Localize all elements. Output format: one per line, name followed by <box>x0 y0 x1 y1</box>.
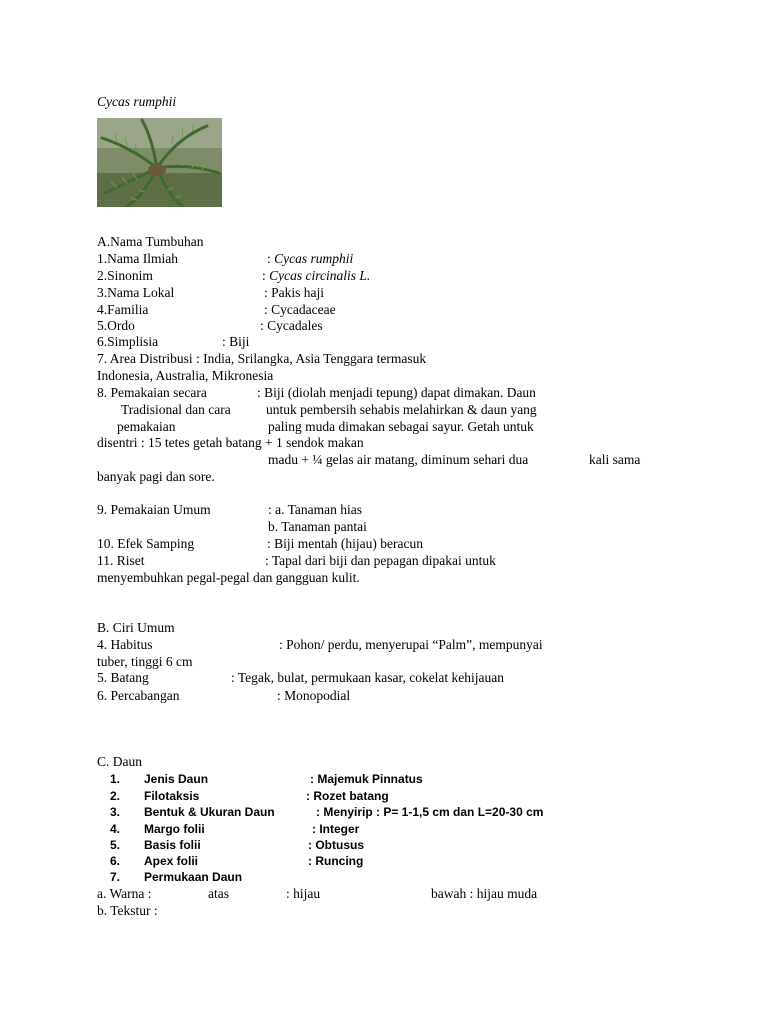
daun-item-num: 1. <box>110 772 121 786</box>
tekstur-label: b. Tekstur : <box>97 903 158 918</box>
daun-item-value: : Obtusus <box>308 838 364 852</box>
nama-lokal-text: Pakis haji <box>271 285 325 300</box>
daun-item-label: Apex folii <box>144 854 199 868</box>
section-a-heading: A.Nama Tumbuhan <box>97 234 204 249</box>
pemakaian-label-1: 8. Pemakaian secara <box>97 385 207 400</box>
habitus-value: : Pohon/ perdu, menyerupai “Palm”, mempunyai <box>279 637 543 652</box>
pemakaian-line-5b: kali sama <box>589 452 641 467</box>
nama-lokal-label: 3.Nama Lokal <box>97 285 175 300</box>
riset-cont: menyembuhkan pegal-pegal dan gangguan kulit. <box>97 570 360 585</box>
pemakaian-value-2: untuk pembersih sehabis melahirkan & daun yang <box>266 402 537 417</box>
warna-bawah: bawah : hijau muda <box>431 886 538 901</box>
nama-ilmiah-value: : Cycas rumphii <box>267 251 354 266</box>
daun-item-label: Bentuk & Ukuran Daun <box>144 805 275 819</box>
daun-item-num: 5. <box>110 838 121 852</box>
pemakaian-umum-value-1: : a. Tanaman hias <box>268 502 363 517</box>
daun-item-value: : Rozet batang <box>306 789 389 803</box>
riset-value: : Tapal dari biji dan pepagan dipakai untuk <box>265 553 496 568</box>
daun-item-label: Jenis Daun <box>144 772 209 786</box>
ordo-value: : Cycadales <box>260 318 323 333</box>
pemakaian-line-6: banyak pagi dan sore. <box>97 469 215 484</box>
daun-item-value: : Integer <box>312 822 360 836</box>
nama-lokal-value: : Pakis haji <box>264 285 325 300</box>
daun-item-num: 6. <box>110 854 121 868</box>
warna-label: a. Warna : <box>97 886 152 901</box>
pemakaian-value-1: : Biji (diolah menjadi tepung) dapat dimakan. Daun <box>257 385 536 400</box>
simplisia-label: 6.Simplisia <box>97 334 159 349</box>
area-distribusi-line: 7. Area Distribusi : India, Srilangka, Asia Tenggara termasuk <box>97 351 427 366</box>
daun-item-num: 7. <box>110 870 121 884</box>
daun-item-label: Filotaksis <box>144 789 200 803</box>
pemakaian-line-4: disentri : 15 tetes getah batang + 1 sendok makan <box>97 435 364 450</box>
daun-item-num: 4. <box>110 822 121 836</box>
sinonim-label: 2.Sinonim <box>97 268 153 283</box>
percabangan-value: : Monopodial <box>277 688 351 703</box>
pemakaian-label-3: pemakaian <box>117 419 176 434</box>
plant-photo <box>97 118 222 207</box>
familia-label: 4.Familia <box>97 302 149 317</box>
habitus-cont: tuber, tinggi 6 cm <box>97 654 193 669</box>
pemakaian-line-5a: madu + ¼ gelas air matang, diminum sehari dua <box>268 452 529 467</box>
area-distribusi-cont: Indonesia, Australia, Mikronesia <box>97 368 274 383</box>
simplisia-value: : Biji <box>222 334 250 349</box>
pemakaian-value-3: paling muda dimakan sebagai sayur. Getah untuk <box>268 419 534 434</box>
batang-value: : Tegak, bulat, permukaan kasar, cokelat kehijauan <box>231 670 505 685</box>
nama-ilmiah-label: 1.Nama Ilmiah <box>97 251 178 266</box>
daun-item-num: 2. <box>110 789 121 803</box>
pemakaian-umum-label: 9. Pemakaian Umum <box>97 502 211 517</box>
percabangan-label: 6. Percabangan <box>97 688 180 703</box>
batang-label: 5. Batang <box>97 670 149 685</box>
daun-item-label: Permukaan Daun <box>144 870 243 884</box>
document-title: Cycas rumphii <box>97 94 177 109</box>
daun-item-label: Margo folii <box>144 822 205 836</box>
daun-item-value: : Menyirip : P= 1-1,5 cm dan L=20-30 cm <box>316 805 544 819</box>
warna-atas-value: : hijau <box>286 886 321 901</box>
efek-samping-label: 10. Efek Samping <box>97 536 195 551</box>
daun-item-num: 3. <box>110 805 121 819</box>
sinonim-text: Cycas circinalis L. <box>269 268 371 283</box>
daun-item-value: : Majemuk Pinnatus <box>310 772 423 786</box>
pemakaian-label-2: Tradisional dan cara <box>121 402 231 417</box>
efek-samping-value: : Biji mentah (hijau) beracun <box>267 536 423 551</box>
pemakaian-umum-value-2: b. Tanaman pantai <box>268 519 367 534</box>
section-c-heading: C. Daun <box>97 754 142 769</box>
daun-item-value: : Runcing <box>308 854 364 868</box>
riset-label: 11. Riset <box>97 553 145 568</box>
sinonim-value: : Cycas circinalis L. <box>262 268 371 283</box>
nama-ilmiah-text: Cycas rumphii <box>274 251 354 266</box>
familia-value: : Cycadaceae <box>264 302 336 317</box>
ordo-label: 5.Ordo <box>97 318 135 333</box>
warna-atas: atas <box>208 886 229 901</box>
section-b-heading: B. Ciri Umum <box>97 620 175 635</box>
daun-item-label: Basis folii <box>144 838 201 852</box>
habitus-label: 4. Habitus <box>97 637 153 652</box>
